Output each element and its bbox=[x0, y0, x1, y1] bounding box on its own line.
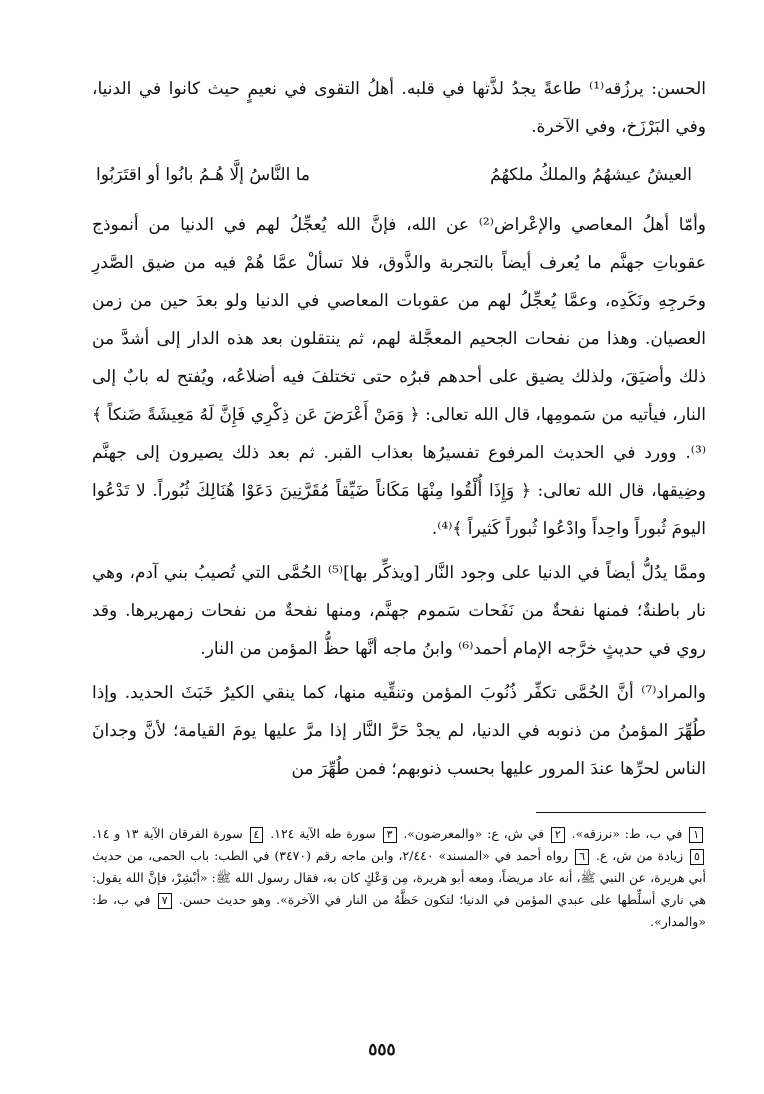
footnote-number: ٤ bbox=[250, 827, 264, 843]
footnote-item bbox=[399, 826, 567, 841]
footnote-text: زيادة من ش، ع. bbox=[595, 848, 684, 863]
footnote-item bbox=[591, 848, 706, 863]
body-paragraph-2: وأمّا أهلُ المعاصي والإعْراض⁽²⁾ عن الله، فإنَّ الله يُعجِّلُ لهم في الدنيا من أنموذج عقوباتِ جهنَّم ما يُعرف أيضاً بالتجربة والذَّوق، فلا تسألْ عمَّا هُمْ فيه من ضيق الصَّدرِ وحَرجِهِ ونَكَدِه، وعمَّا يُعجِّلُ لهم من عقوبات المعاصي في الدنيا ولو بعدَ حين من زمن العصيان. وهذا من نفحات الجحيم المعجَّلة لهم، ثم ينتقلون بعد هذه الدار إلى أشدَّ من ذلك وأضيَقَ، ولذلك يضيق على أحدهم قبرُه حتى تختلفَ فيه أضلاعُه، ويُفتح له بابٌ إلى النار، فيأتيه من سَمومِها، قال الله تعالى: ﴿ وَمَنْ أَعْرَضَ عَن ذِكْرِي فَإِنَّ لَهُ مَعِيشَةً ضَنكاً ﴾⁽³⁾. وورد في الحديث المرفوع تفسيرُها بعذاب القبر. ثم بعد ذلك يصيرون إلى جهنَّم وضِيقها، قال الله تعالى: ﴿ وَإِذَا أُلْقُوا مِنْهَا مَكَاناً ضَيِّقاً مُقَرَّنِينَ دَعَوْا هُنَالِكَ ثُبُوراً. لا تَدْعُوا اليومَ ثُبوراً واحِداً وادْعُوا ثُبوراً كَثيراً ﴾⁽⁴⁾. bbox=[92, 215, 706, 539]
footnote-text: في ب، ط: «والمدار». bbox=[92, 892, 706, 929]
page-number: ٥٥٥ bbox=[368, 1040, 396, 1060]
footnotes bbox=[92, 823, 706, 933]
page-body bbox=[92, 70, 706, 933]
footnote-item bbox=[265, 826, 398, 841]
footnote-text: في ب، ط: «نرزقه». bbox=[571, 826, 683, 841]
poetry-verse bbox=[92, 156, 706, 194]
body-paragraph-3: وممَّا يدُلُّ أيضاً في الدنيا على وجود النَّار [ويذكِّر بها]⁽⁵⁾ الحُمَّى التي تُصيبُ بني آدم، وهي نار باطنةٌ؛ فمنها نفحةٌ من نَفَحات سَموم جهنَّم، ومنها نفحةٌ من نفحات زمهريرها. وقد روي في حديثٍ خرَّجه الإمام أحمد⁽⁶⁾ وابنُ ماجه أنَّها حظُّ المؤمن من النار. bbox=[92, 563, 706, 659]
footnote-number: ٧ bbox=[158, 893, 172, 909]
footnote-number: ٦ bbox=[575, 849, 589, 865]
footnote-item bbox=[567, 826, 705, 841]
footnote-text: سورة الفرقان الآية ١٣ و ١٤. bbox=[92, 826, 243, 841]
footnote-number: ٥ bbox=[690, 849, 704, 865]
verse-right-hemistich: العيشُ عيشهُمُ والملكُ ملكهُمُ bbox=[490, 165, 692, 185]
footnote-number: ٣ bbox=[383, 827, 397, 843]
footnote-item bbox=[92, 826, 265, 841]
footnote-text: رواه أحمد في «المسند» ٢/٤٤٠، وابن ماجه رقم (٣٤٧٠) في الطب: باب الحمى، من حديث أبي هريرة، عن النبي ﷺ، أنه عاد مريضاً، ومعه أبو هريرة، مِن وَعْكٍ كان به، فقال رسول الله ﷺ: «أبْشِرْ، فإنَّ الله يقول: هي ناري أسلِّطها على عبدي المؤمن في الدنيا؛ لتكون حَظَّهُ من النار في الآخرة». وهو حديث حسن. bbox=[92, 848, 706, 907]
footnote-separator bbox=[536, 812, 706, 813]
footnote-text: سورة طه الآية ١٢٤. bbox=[270, 826, 376, 841]
verse-left-hemistich: ما النَّاسُ إلَّا هُـمُ بانُوا أو اقتَرَبُوا bbox=[96, 165, 311, 185]
footnote-number: ٢ bbox=[551, 827, 565, 843]
footnote-text: في ش، ع: «والمعرضون». bbox=[403, 826, 545, 841]
footnote-number: ١ bbox=[689, 827, 703, 843]
body-paragraph-4: والمراد⁽⁷⁾ أنَّ الحُمَّى تكفِّر ذُنُوبَ المؤمن وتنقِّيه منها، كما ينقي الكيرُ خَبَثَ الحديد. وإذا طُهِّرَ المؤمنُ من ذنوبه في الدنيا، لم يجدْ حَرَّ النَّار إذا مرَّ عليها يومَ القيامة؛ لأنَّ وجدانَ الناس لحرِّها عندَ المرور عليها بحسب ذنوبهم؛ فمن طُهِّرَ من bbox=[92, 683, 706, 779]
body-paragraph-1: الحسن: يرزُقه⁽¹⁾ طاعةً يجدُ لذَّتها في قلبه. أهلُ التقوى في نعيمٍ حيث كانوا في الدنيا، وفي البَرْزَخ، وفي الآخرة. bbox=[92, 79, 706, 137]
